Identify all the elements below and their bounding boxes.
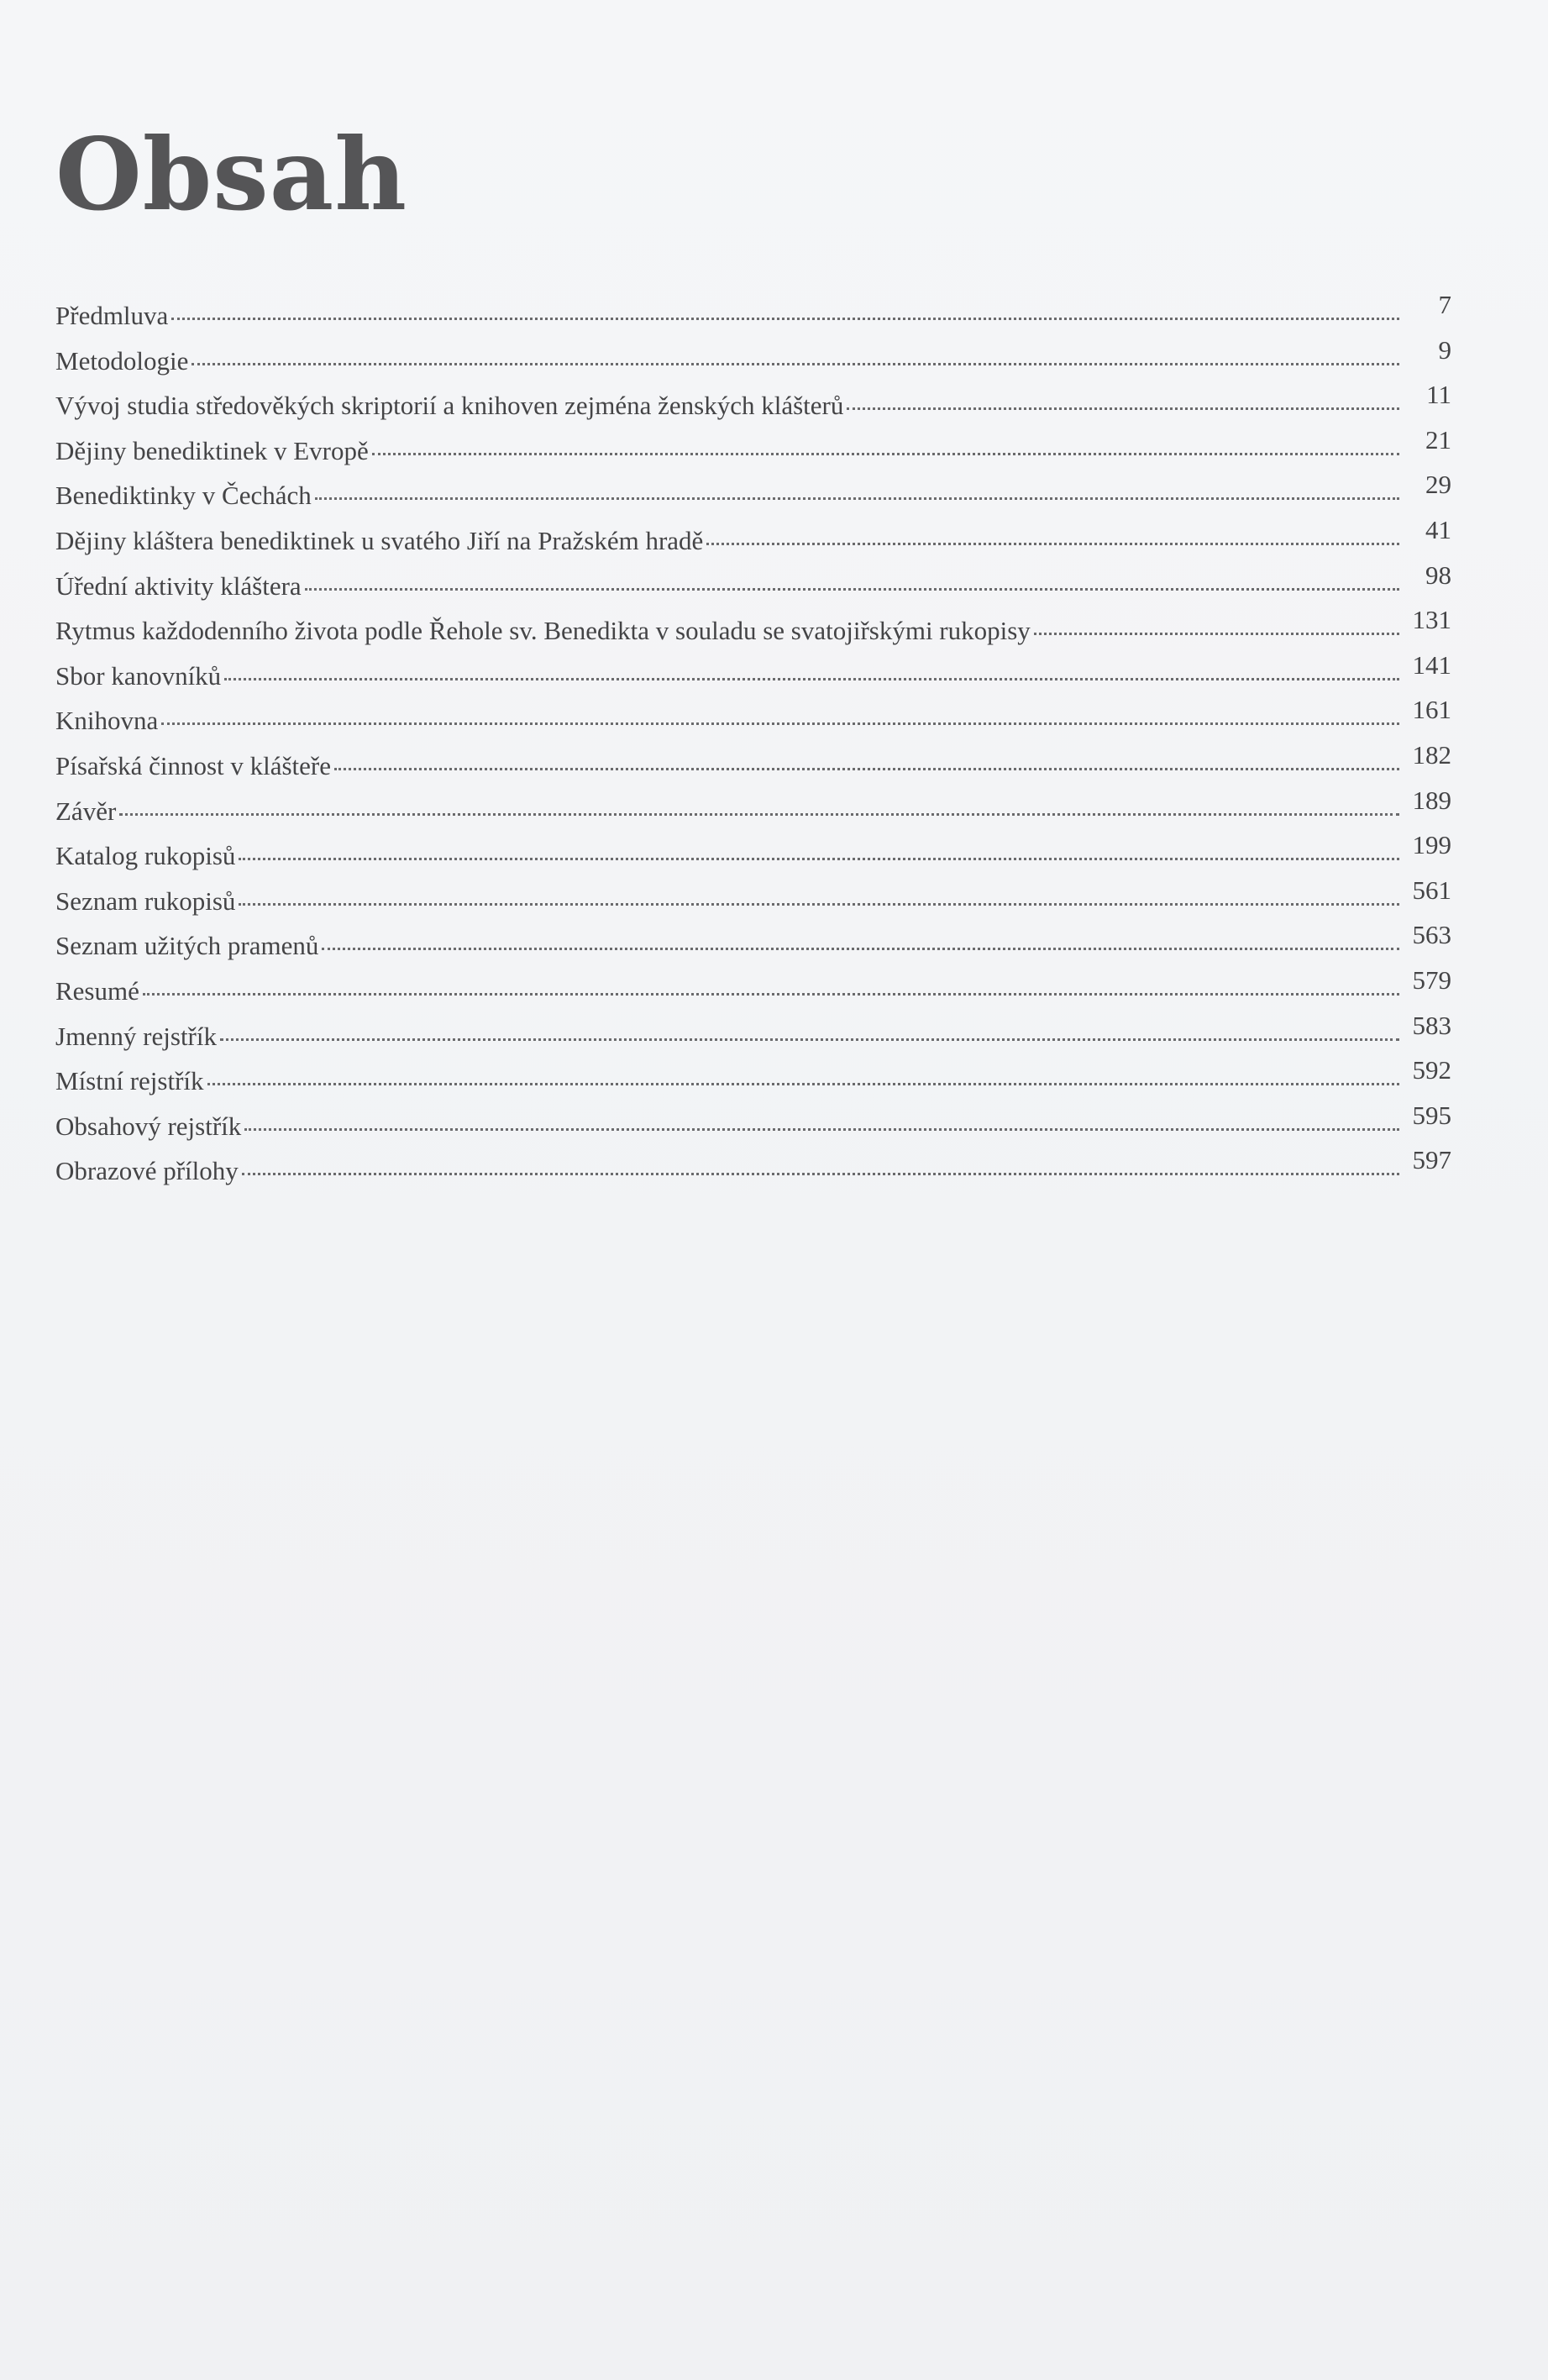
dot-leader	[706, 543, 1399, 545]
toc-entry-label: Benediktinky v Čechách	[55, 481, 312, 511]
dot-leader	[220, 1038, 1399, 1041]
toc-entry-label: Dějiny kláštera benediktinek u svatého Jiří na Pražském hradě	[55, 525, 704, 555]
dot-leader	[239, 858, 1399, 860]
toc-entry-page: 182	[1412, 739, 1451, 770]
toc-entry-label: Vývoj studia středověkých skriptorií a knihoven zejména ženských klášterů	[55, 391, 844, 421]
toc-entry-page: 9	[1438, 334, 1451, 365]
dot-leader	[192, 363, 1399, 365]
toc-entry[interactable]	[55, 920, 1451, 976]
toc-entry-label: Obrazové přílohy	[55, 1156, 239, 1186]
toc-entry-label: Knihovna	[55, 706, 159, 736]
toc-entry-label: Resumé	[55, 975, 139, 1006]
dot-leader	[334, 768, 1399, 770]
toc-entry[interactable]	[55, 964, 1451, 1022]
dot-leader	[207, 1083, 1399, 1085]
toc-entry-page: 199	[1412, 830, 1451, 860]
toc-entry[interactable]	[55, 424, 1451, 481]
toc-entry-page: 21	[1425, 424, 1451, 454]
toc-entry-page: 98	[1425, 560, 1451, 590]
toc-entry-page: 595	[1412, 1100, 1451, 1130]
toc-entry[interactable]	[55, 1145, 1451, 1201]
toc-entry-page: 161	[1412, 695, 1451, 725]
toc-entry[interactable]	[55, 649, 1451, 707]
toc-entry-page: 583	[1412, 1010, 1451, 1040]
toc-entry-page: 41	[1425, 514, 1451, 544]
toc-entry-page: 141	[1412, 649, 1451, 680]
toc-entry[interactable]	[55, 1100, 1451, 1157]
toc-entry-label: Dějiny benediktinek v Evropě	[55, 435, 369, 465]
toc-entry-page: 563	[1412, 920, 1451, 950]
toc-entry-page: 592	[1412, 1055, 1451, 1085]
toc-entry[interactable]	[55, 560, 1451, 617]
dot-leader	[143, 993, 1399, 996]
toc-entry-label: Seznam rukopisů	[55, 885, 236, 916]
table-of-contents	[55, 290, 1451, 1201]
toc-entry[interactable]	[55, 1010, 1451, 1067]
toc-entry[interactable]	[55, 514, 1451, 571]
toc-entry[interactable]	[55, 290, 1451, 346]
toc-entry-label: Metodologie	[55, 345, 189, 376]
dot-leader	[322, 948, 1399, 950]
toc-entry-page: 189	[1412, 785, 1451, 815]
toc-entry-page: 7	[1438, 290, 1451, 319]
toc-entry[interactable]	[55, 875, 1451, 932]
dot-leader	[847, 407, 1399, 410]
toc-entry-label: Obsahový rejstřík	[55, 1111, 242, 1141]
toc-entry-page: 29	[1425, 470, 1451, 500]
toc-entry[interactable]	[55, 334, 1451, 391]
toc-entry-page: 561	[1412, 875, 1451, 905]
toc-entry-label: Předmluva	[55, 301, 169, 330]
toc-entry-label: Úřední aktivity kláštera	[55, 570, 302, 601]
toc-entry-page: 11	[1426, 380, 1451, 410]
dot-leader	[161, 722, 1399, 725]
toc-entry-label: Místní rejstřík	[55, 1066, 204, 1096]
dot-leader	[315, 497, 1399, 500]
toc-entry-label: Písařská činnost v klášteře	[55, 750, 332, 780]
toc-entry-label: Katalog rukopisů	[55, 841, 236, 871]
dot-leader	[171, 318, 1399, 320]
dot-leader	[239, 903, 1399, 906]
toc-entry[interactable]	[55, 605, 1451, 661]
toc-entry-label: Jmenný rejstřík	[55, 1021, 217, 1051]
toc-entry-page: 597	[1412, 1145, 1451, 1175]
toc-entry[interactable]	[55, 739, 1451, 796]
toc-entry-label: Sbor kanovníků	[55, 660, 222, 691]
toc-entry[interactable]	[55, 695, 1451, 751]
toc-entry-page: 131	[1412, 605, 1451, 635]
toc-entry[interactable]	[55, 1055, 1451, 1111]
toc-entry-label: Seznam užitých pramenů	[55, 931, 319, 961]
toc-entry[interactable]	[55, 380, 1451, 436]
dot-leader	[244, 1128, 1399, 1131]
toc-entry-page: 579	[1412, 964, 1451, 995]
toc-entry[interactable]	[55, 830, 1451, 886]
toc-entry[interactable]	[55, 785, 1451, 842]
dot-leader	[1034, 633, 1399, 635]
dot-leader	[224, 678, 1399, 680]
dot-leader	[119, 813, 1399, 816]
page-title: Obsah	[55, 116, 407, 233]
toc-entry-label: Rytmus každodenního života podle Řehole sv. Benedikta v souladu se svatojiřskými rukopisy	[55, 616, 1031, 646]
dot-leader	[242, 1173, 1399, 1175]
dot-leader	[372, 453, 1399, 455]
toc-entry-label: Závěr	[55, 796, 117, 826]
toc-entry[interactable]	[55, 470, 1451, 526]
dot-leader	[305, 588, 1399, 591]
